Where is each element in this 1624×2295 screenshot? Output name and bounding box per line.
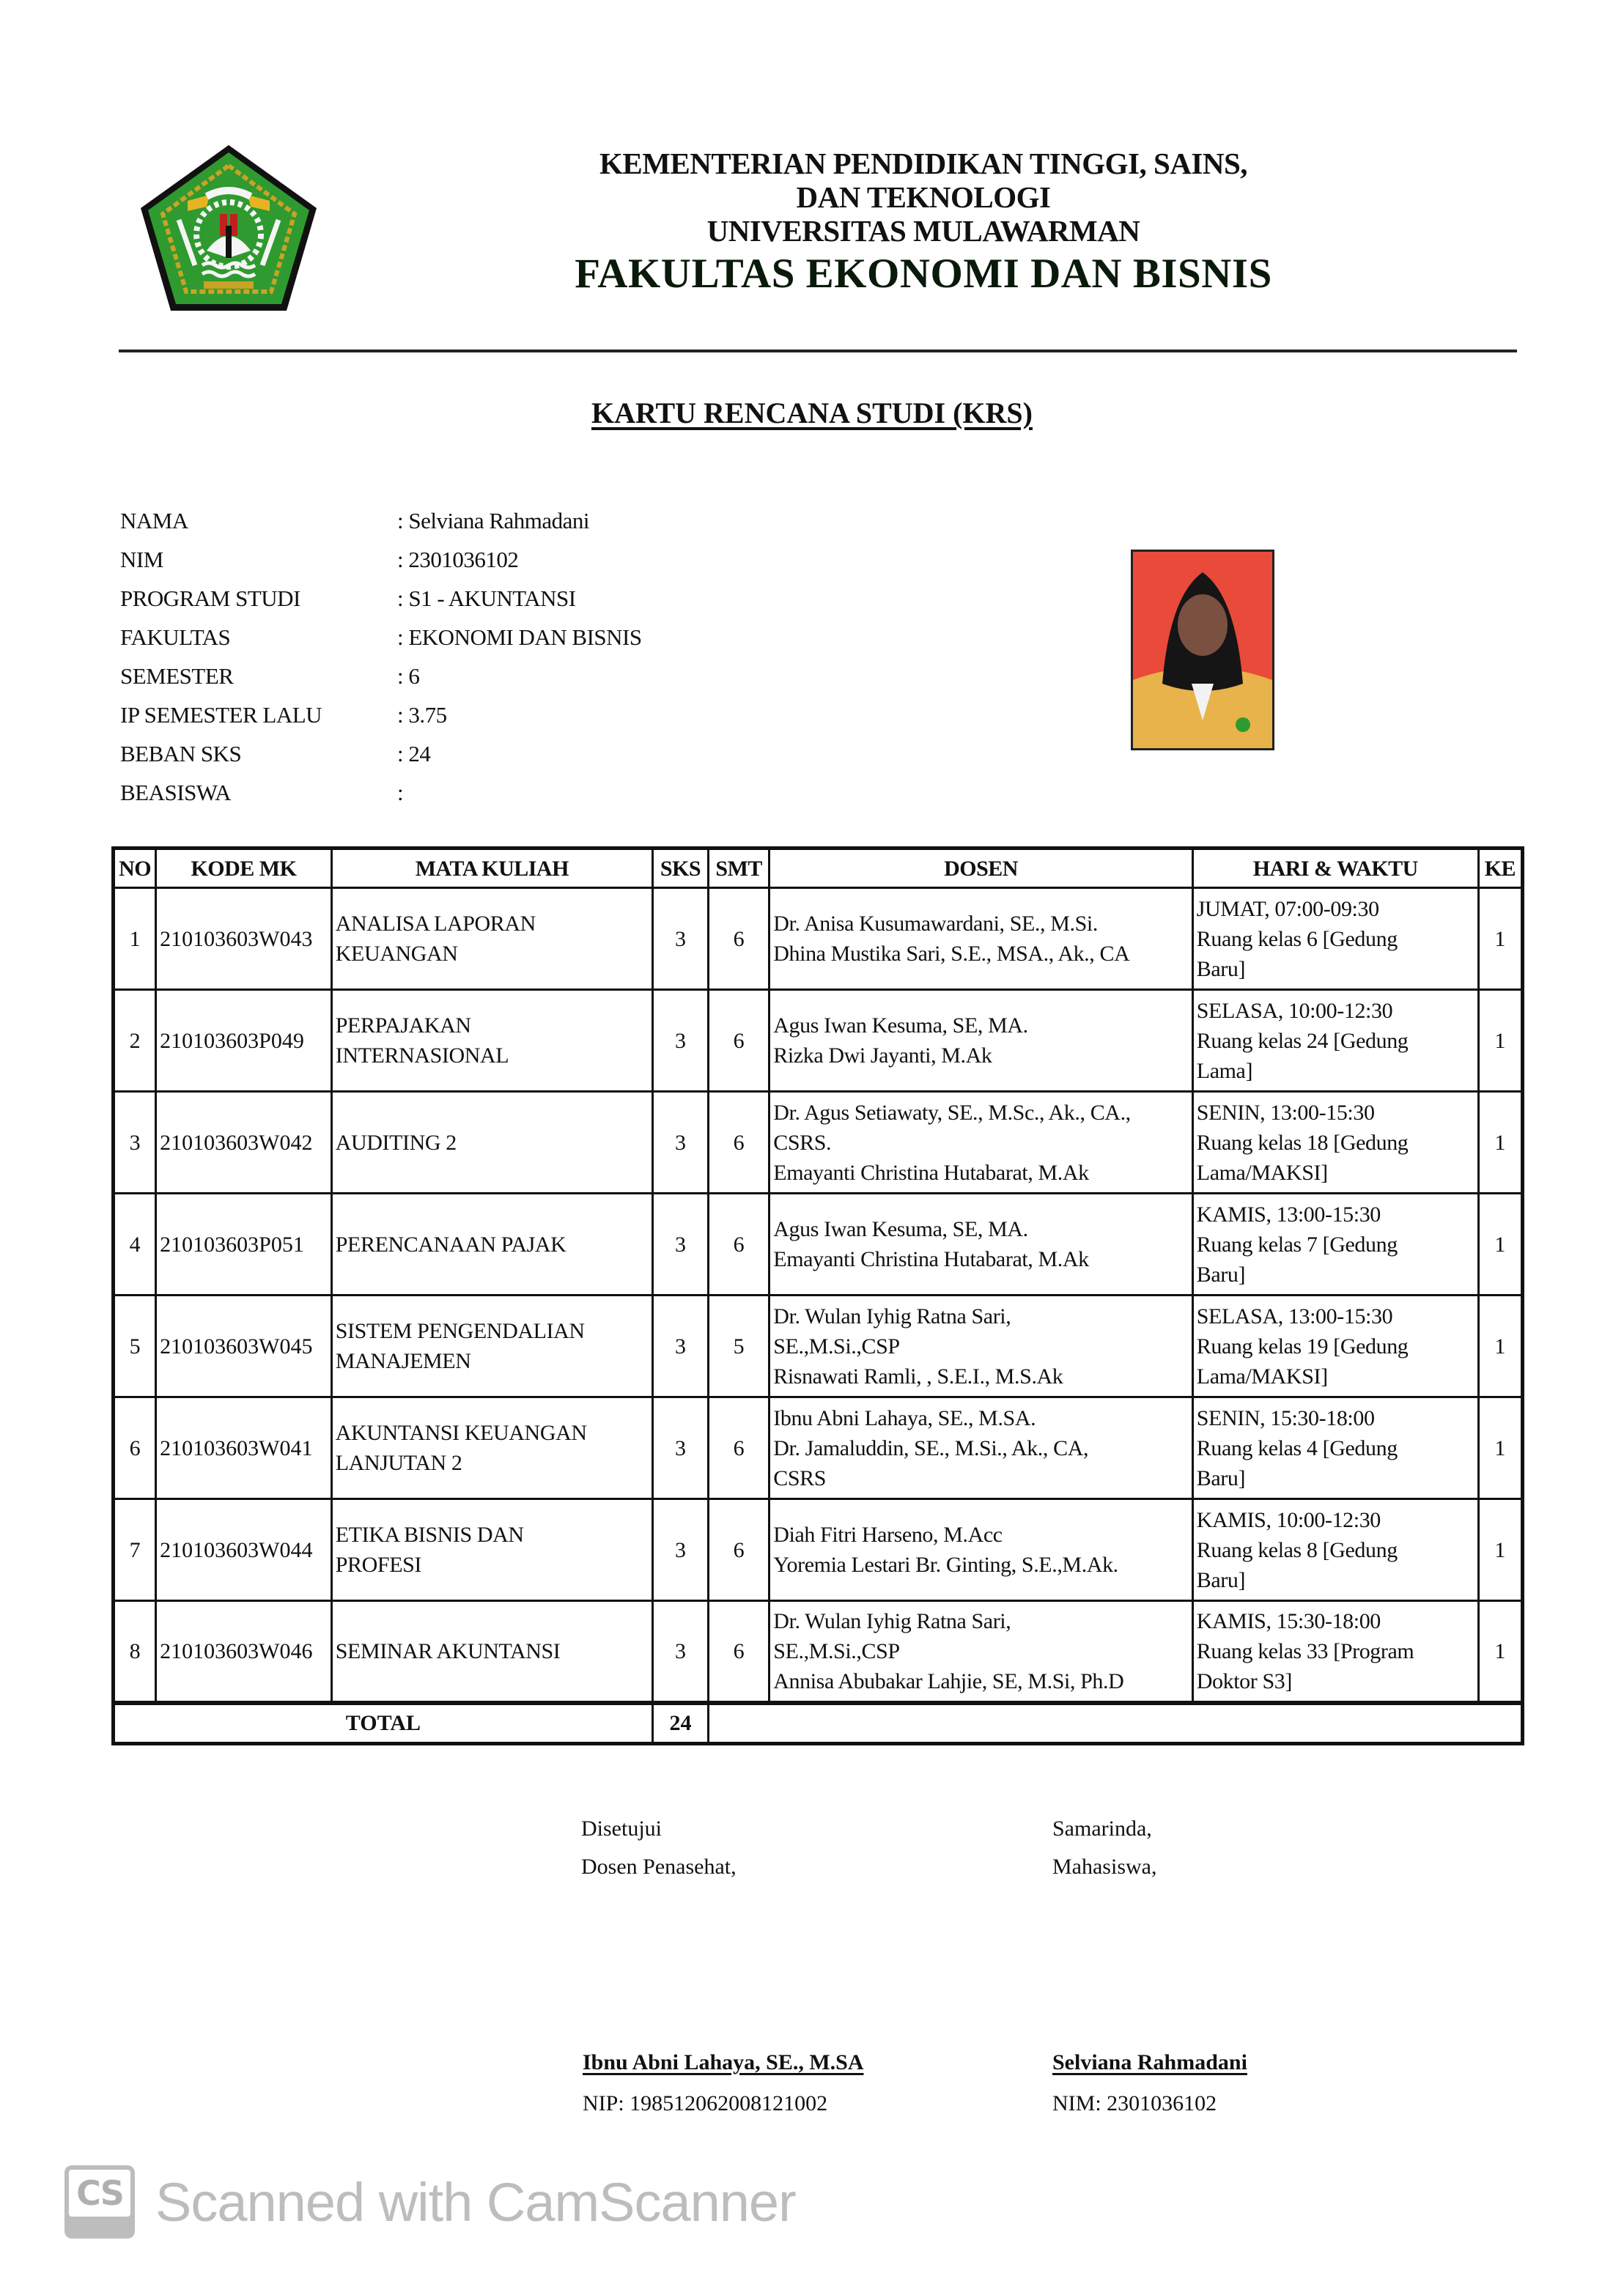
- cell-ke: 1: [1478, 1397, 1522, 1499]
- cell-kode-mk: 210103603P049: [156, 990, 332, 1092]
- cell-sks: 3: [652, 1397, 708, 1499]
- cell-hari-waktu-line: Ruang kelas 4 [Gedung: [1196, 1435, 1398, 1460]
- cell-mata-kuliah: [331, 1499, 652, 1601]
- cell-hari-waktu: [1192, 888, 1478, 990]
- cell-mata-kuliah-line: LANJUTAN 2: [335, 1451, 462, 1475]
- cell-smt: 6: [709, 1601, 769, 1703]
- cell-kode-mk: 210103603W044: [156, 1499, 332, 1601]
- cell-mata-kuliah-line: PROFESI: [335, 1553, 421, 1577]
- cell-dosen-line: SE.,M.Si.,CSP: [773, 1638, 900, 1663]
- cell-smt: 6: [709, 1092, 769, 1194]
- cell-dosen: [769, 1601, 1193, 1703]
- cell-smt: 5: [709, 1296, 769, 1397]
- document-title: KARTU RENCANA STUDI (KRS): [591, 396, 1033, 429]
- info-row-nim: [120, 540, 642, 579]
- info-row-semester: [120, 657, 642, 695]
- cell-hari-waktu-line: KAMIS, 15:30-18:00: [1196, 1608, 1381, 1633]
- cell-mata-kuliah-line: AKUNTANSI KEUANGAN: [335, 1421, 587, 1445]
- advisor-role: Dosen Penasehat,: [581, 1855, 737, 1879]
- letterhead: [557, 147, 1290, 299]
- cell-dosen-line: Yoremia Lestari Br. Ginting, S.E.,M.Ak.: [773, 1553, 1118, 1577]
- cell-sks: 3: [652, 888, 708, 990]
- ministry-name-cont: DAN TEKNOLOGI: [796, 180, 1051, 214]
- cell-hari-waktu-line: Ruang kelas 33 [Program: [1196, 1638, 1414, 1663]
- cell-hari-waktu-line: SENIN, 15:30-18:00: [1196, 1405, 1375, 1430]
- cell-mata-kuliah-line: SEMINAR AKUNTANSI: [335, 1638, 561, 1663]
- info-value: : EKONOMI DAN BISNIS: [397, 624, 642, 650]
- cell-ke: 1: [1478, 1601, 1522, 1703]
- cell-dosen: [769, 990, 1193, 1092]
- info-label: NAMA: [120, 507, 188, 533]
- col-header-sks: SKS: [652, 849, 708, 888]
- total-label: TOTAL: [114, 1703, 653, 1744]
- col-header-smt: SMT: [709, 849, 769, 888]
- cell-dosen-line: Emayanti Christina Hutabarat, M.Ak: [773, 1160, 1089, 1185]
- cell-ke: 1: [1478, 990, 1522, 1092]
- info-row-fakultas: [120, 618, 642, 657]
- cell-hari-waktu-line: Lama]: [1196, 1058, 1253, 1083]
- cell-hari-waktu-line: KAMIS, 13:00-15:30: [1196, 1202, 1381, 1227]
- cell-dosen-line: Dr. Wulan Iyhig Ratna Sari,: [773, 1304, 1011, 1328]
- cell-no: 1: [114, 888, 156, 990]
- info-value: :: [397, 779, 404, 805]
- info-value: : 6: [397, 662, 420, 689]
- cell-hari-waktu-line: Baru]: [1196, 1567, 1246, 1592]
- cell-hari-waktu-line: Ruang kelas 18 [Gedung: [1196, 1130, 1409, 1155]
- cell-dosen-line: CSRS: [773, 1466, 827, 1490]
- cell-mata-kuliah: [331, 990, 652, 1092]
- cell-dosen-line: Diah Fitri Harseno, M.Acc: [773, 1523, 1003, 1547]
- cell-no: 7: [114, 1499, 156, 1601]
- ministry-name: KEMENTERIAN PENDIDIKAN TINGGI, SAINS,: [599, 147, 1248, 180]
- cell-mata-kuliah: [331, 1397, 652, 1499]
- cell-mata-kuliah-line: KEUANGAN: [335, 942, 458, 966]
- student-photo-icon: [1131, 550, 1274, 750]
- university-emblem-icon: [136, 141, 321, 319]
- col-header-mata-kuliah: MATA KULIAH: [331, 849, 652, 888]
- cell-hari-waktu-line: Ruang kelas 19 [Gedung: [1196, 1334, 1409, 1359]
- cell-dosen-line: Annisa Abubakar Lahjie, SE, M.Si, Ph.D: [773, 1668, 1124, 1693]
- col-header-kode-mk: KODE MK: [156, 849, 332, 888]
- cell-hari-waktu-line: Ruang kelas 6 [Gedung: [1196, 926, 1398, 951]
- col-header-hari-waktu: HARI & WAKTU: [1192, 849, 1478, 888]
- total-row: [114, 1703, 1523, 1744]
- cell-hari-waktu: [1192, 990, 1478, 1092]
- student-info: [120, 501, 642, 812]
- table-row: [114, 888, 1523, 990]
- cell-smt: 6: [709, 888, 769, 990]
- student-role: Mahasiswa,: [1052, 1855, 1157, 1879]
- cell-ke: 1: [1478, 1499, 1522, 1601]
- approval-label: Disetujui: [581, 1817, 662, 1841]
- cell-mata-kuliah: [331, 1092, 652, 1194]
- info-row-beban-sks: [120, 734, 642, 773]
- cell-ke: 1: [1478, 1194, 1522, 1296]
- cell-mata-kuliah-line: PERENCANAAN PAJAK: [335, 1232, 566, 1257]
- cell-dosen: [769, 888, 1193, 990]
- cell-dosen-line: Risnawati Ramli, , S.E.I., M.S.Ak: [773, 1364, 1063, 1389]
- cell-dosen-line: CSRS.: [773, 1130, 832, 1155]
- info-value: : S1 - AKUNTANSI: [397, 585, 576, 611]
- info-value: : Selviana Rahmadani: [397, 507, 590, 533]
- table-row: [114, 1194, 1523, 1296]
- info-value: : 24: [397, 740, 431, 766]
- info-value: : 2301036102: [397, 546, 519, 572]
- advisor-name: Ibnu Abni Lahaya, SE., M.SA: [583, 2050, 864, 2074]
- university-name: UNIVERSITAS MULAWARMAN: [706, 214, 1140, 248]
- cell-hari-waktu-line: Doktor S3]: [1196, 1668, 1292, 1693]
- place-label: Samarinda,: [1052, 1817, 1152, 1841]
- cell-hari-waktu-line: SENIN, 13:00-15:30: [1196, 1100, 1375, 1125]
- cell-mata-kuliah: [331, 1194, 652, 1296]
- cell-hari-waktu-line: SELASA, 10:00-12:30: [1196, 998, 1393, 1023]
- cell-hari-waktu-line: Ruang kelas 7 [Gedung: [1196, 1232, 1398, 1257]
- cell-mata-kuliah-line: SISTEM PENGENDALIAN: [335, 1319, 585, 1343]
- cell-no: 8: [114, 1601, 156, 1703]
- cell-mata-kuliah: [331, 1601, 652, 1703]
- faculty-name: FAKULTAS EKONOMI DAN BISNIS: [575, 251, 1272, 297]
- cell-hari-waktu-line: Ruang kelas 24 [Gedung: [1196, 1028, 1409, 1053]
- student-signature-name: Selviana Rahmadani: [1052, 2050, 1247, 2074]
- info-label: SEMESTER: [120, 662, 234, 689]
- cell-mata-kuliah: [331, 888, 652, 990]
- cell-hari-waktu-line: SELASA, 13:00-15:30: [1196, 1304, 1393, 1328]
- cell-dosen-line: Rizka Dwi Jayanti, M.Ak: [773, 1043, 992, 1068]
- cell-sks: 3: [652, 1601, 708, 1703]
- cell-smt: 6: [709, 1499, 769, 1601]
- table-row: [114, 990, 1523, 1092]
- cell-dosen-line: Emayanti Christina Hutabarat, M.Ak: [773, 1247, 1089, 1271]
- cell-sks: 3: [652, 1499, 708, 1601]
- total-sks: 24: [652, 1703, 708, 1744]
- cell-hari-waktu-line: Baru]: [1196, 956, 1246, 981]
- info-label: BEBAN SKS: [120, 740, 242, 766]
- cell-hari-waktu-line: JUMAT, 07:00-09:30: [1196, 896, 1379, 921]
- cell-dosen-line: Ibnu Abni Lahaya, SE., M.SA.: [773, 1405, 1036, 1430]
- cell-dosen: [769, 1092, 1193, 1194]
- info-label: NIM: [120, 546, 163, 572]
- cell-mata-kuliah: [331, 1296, 652, 1397]
- cell-hari-waktu-line: Baru]: [1196, 1262, 1246, 1287]
- info-row-beasiswa: [120, 773, 642, 812]
- cell-dosen: [769, 1296, 1193, 1397]
- camscanner-watermark: [64, 2165, 796, 2239]
- cell-hari-waktu-line: KAMIS, 10:00-12:30: [1196, 1507, 1381, 1532]
- info-label: FAKULTAS: [120, 624, 231, 650]
- col-header-ke: KE: [1478, 849, 1522, 888]
- cell-kode-mk: 210103603W046: [156, 1601, 332, 1703]
- cell-no: 2: [114, 990, 156, 1092]
- cell-sks: 3: [652, 1092, 708, 1194]
- header-divider: [119, 350, 1517, 352]
- student-approval: [1052, 1810, 1156, 1886]
- cell-mata-kuliah-line: INTERNASIONAL: [335, 1043, 509, 1068]
- cell-hari-waktu: [1192, 1499, 1478, 1601]
- cell-kode-mk: 210103603W045: [156, 1296, 332, 1397]
- cell-no: 6: [114, 1397, 156, 1499]
- cell-hari-waktu-line: Ruang kelas 8 [Gedung: [1196, 1537, 1398, 1562]
- cell-dosen: [769, 1397, 1193, 1499]
- cell-hari-waktu: [1192, 1601, 1478, 1703]
- cell-hari-waktu: [1192, 1194, 1478, 1296]
- student-signature-nim: NIM: 2301036102: [1052, 2091, 1217, 2115]
- camscanner-logo-icon: [64, 2165, 135, 2239]
- info-row-program-studi: [120, 579, 642, 618]
- cell-hari-waktu: [1192, 1296, 1478, 1397]
- cell-no: 5: [114, 1296, 156, 1397]
- advisor-approval: [581, 1810, 737, 1886]
- cell-mata-kuliah-line: PERPAJAKAN: [335, 1013, 471, 1038]
- cell-dosen-line: Agus Iwan Kesuma, SE, MA.: [773, 1013, 1028, 1038]
- cell-ke: 1: [1478, 1092, 1522, 1194]
- info-row-ip: [120, 695, 642, 734]
- cell-mata-kuliah-line: MANAJEMEN: [335, 1349, 471, 1373]
- cell-smt: 6: [709, 1194, 769, 1296]
- cell-sks: 3: [652, 990, 708, 1092]
- cell-dosen: [769, 1194, 1193, 1296]
- cell-dosen-line: Dhina Mustika Sari, S.E., MSA., Ak., CA: [773, 942, 1130, 966]
- cell-mata-kuliah-line: ANALISA LAPORAN: [335, 912, 536, 936]
- info-label: BEASISWA: [120, 779, 232, 805]
- cell-hari-waktu: [1192, 1397, 1478, 1499]
- cell-sks: 3: [652, 1194, 708, 1296]
- cell-kode-mk: 210103603W043: [156, 888, 332, 990]
- cell-no: 3: [114, 1092, 156, 1194]
- watermark-text: Scanned with CamScanner: [155, 2171, 796, 2233]
- cell-mata-kuliah-line: ETIKA BISNIS DAN: [335, 1523, 524, 1547]
- info-row-nama: [120, 501, 642, 540]
- cell-kode-mk: 210103603W041: [156, 1397, 332, 1499]
- cell-dosen-line: Dr. Wulan Iyhig Ratna Sari,: [773, 1608, 1011, 1633]
- cell-hari-waktu: [1192, 1092, 1478, 1194]
- cell-kode-mk: 210103603W042: [156, 1092, 332, 1194]
- table-header-row: [114, 849, 1523, 888]
- cell-dosen-line: Dr. Jamaluddin, SE., M.Si., Ak., CA,: [773, 1435, 1089, 1460]
- cell-ke: 1: [1478, 1296, 1522, 1397]
- info-label: IP SEMESTER LALU: [120, 701, 322, 728]
- total-empty: [709, 1703, 1523, 1744]
- col-header-no: NO: [114, 849, 156, 888]
- cell-sks: 3: [652, 1296, 708, 1397]
- course-table: [111, 846, 1524, 1745]
- cell-hari-waktu-line: Lama/MAKSI]: [1196, 1364, 1328, 1389]
- cell-hari-waktu-line: Baru]: [1196, 1466, 1246, 1490]
- cell-mata-kuliah-line: AUDITING 2: [335, 1130, 457, 1155]
- table-row: [114, 1601, 1523, 1703]
- cell-smt: 6: [709, 1397, 769, 1499]
- col-header-dosen: DOSEN: [769, 849, 1193, 888]
- cell-smt: 6: [709, 990, 769, 1092]
- camscanner-logo-label: CS: [69, 2170, 130, 2217]
- advisor-nip: NIP: 198512062008121002: [583, 2091, 828, 2115]
- cell-no: 4: [114, 1194, 156, 1296]
- cell-dosen-line: Dr. Anisa Kusumawardani, SE., M.Si.: [773, 912, 1098, 936]
- cell-dosen-line: Dr. Agus Setiawaty, SE., M.Sc., Ak., CA.,: [773, 1100, 1131, 1125]
- cell-kode-mk: 210103603P051: [156, 1194, 332, 1296]
- info-value: : 3.75: [397, 701, 447, 728]
- cell-dosen-line: Agus Iwan Kesuma, SE, MA.: [773, 1217, 1028, 1241]
- table-row: [114, 1092, 1523, 1194]
- cell-ke: 1: [1478, 888, 1522, 990]
- table-row: [114, 1397, 1523, 1499]
- cell-dosen: [769, 1499, 1193, 1601]
- table-row: [114, 1296, 1523, 1397]
- cell-hari-waktu-line: Lama/MAKSI]: [1196, 1160, 1328, 1185]
- table-row: [114, 1499, 1523, 1601]
- cell-dosen-line: SE.,M.Si.,CSP: [773, 1334, 900, 1359]
- info-label: PROGRAM STUDI: [120, 585, 300, 611]
